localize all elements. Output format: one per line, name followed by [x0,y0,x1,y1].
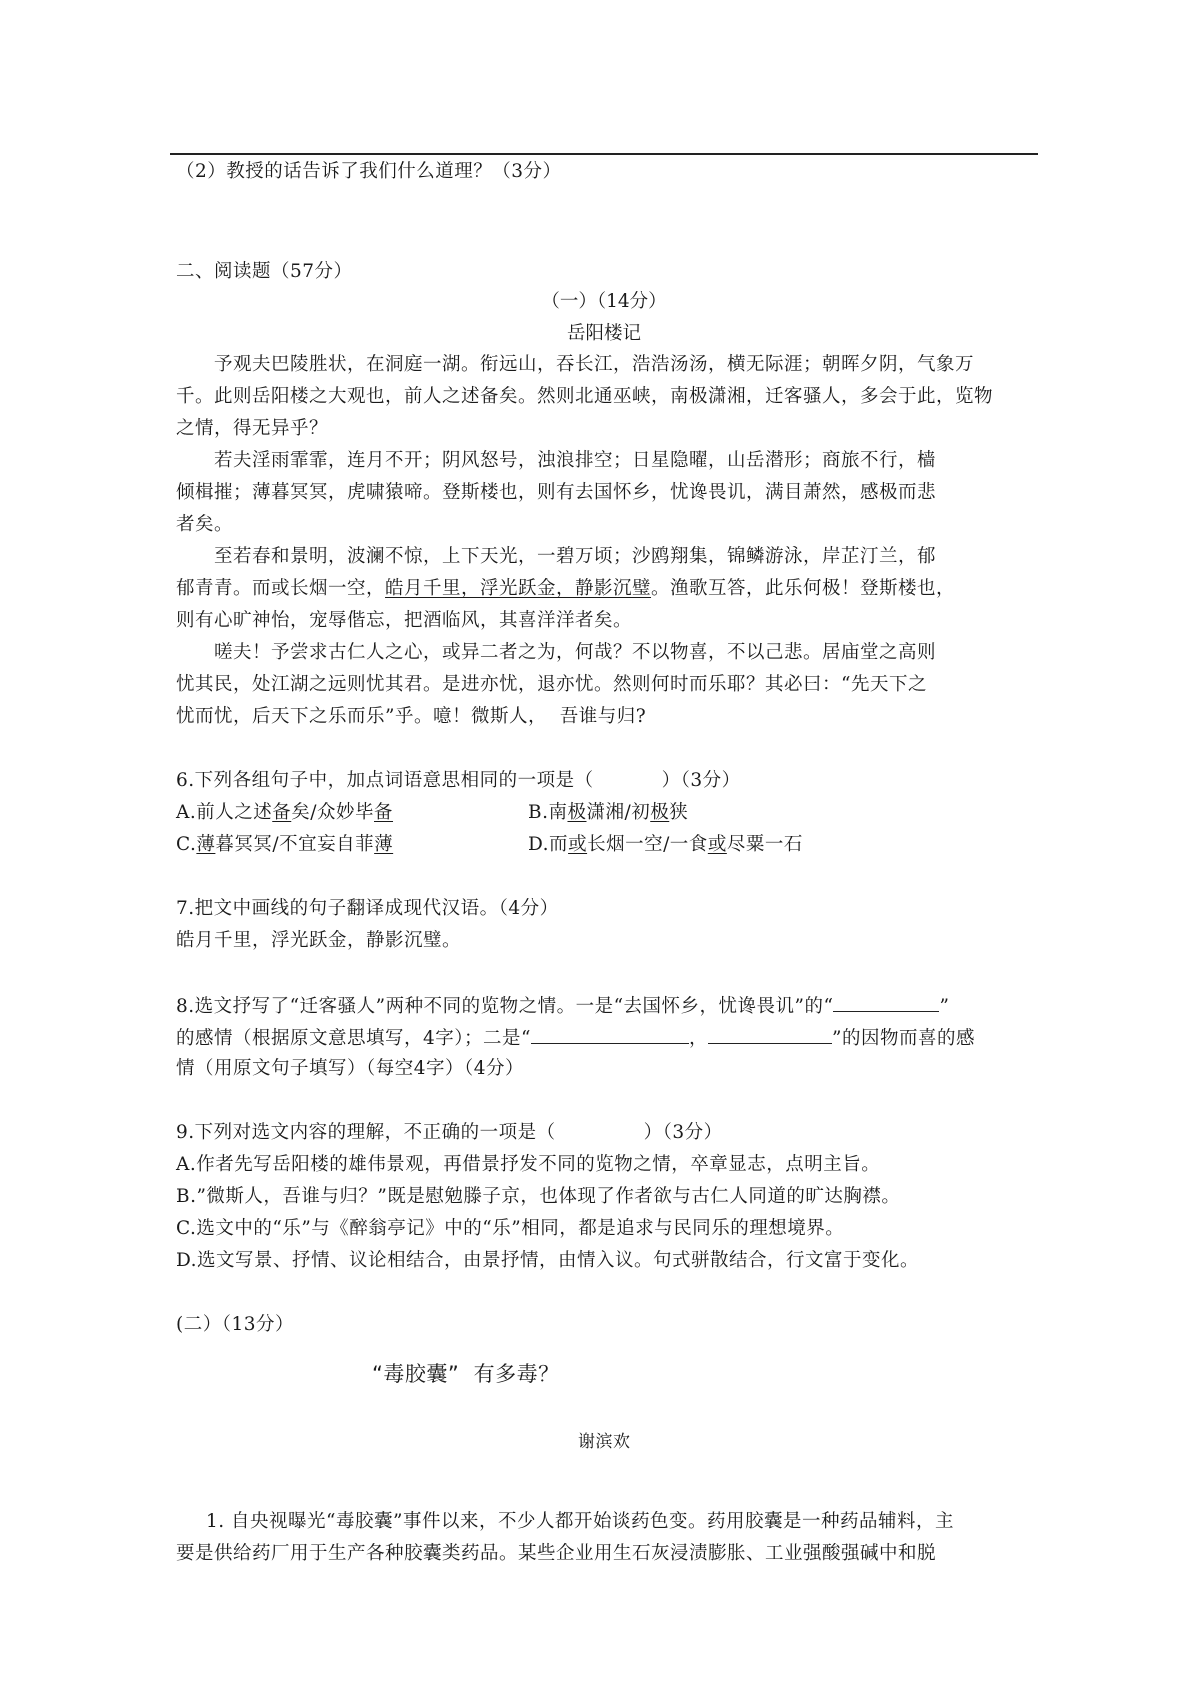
part1-heading: （一）（14分） [541,291,667,312]
q6-option-c: C.薄暮冥冥/不宜妄自菲薄 [176,834,394,855]
essay-line: 予观夫巴陵胜状，在洞庭一湖。衔远山，吞长江，浩浩汤汤，横无际涯；朝晖夕阴，气象万 [214,354,975,375]
essay-line: 倾楫摧；薄暮冥冥，虎啸猿啼。登斯楼也，则有去国怀乡，忧谗畏讥，满目萧然，感极而悲 [176,482,937,503]
essay-line: 者矣。 [176,514,234,535]
q9-option-b: B.”微斯人，吾谁与归？”既是慰勉滕子京，也体现了作者欲与古仁人同道的旷达胸襟。 [176,1186,901,1207]
answer-blank-2[interactable] [531,1025,689,1044]
q8-line: 情（用原文句子填写）（每空4字）（4分） [176,1058,525,1079]
top-divider [170,153,1038,155]
q9-option-d: D.选文写景、抒情、议论相结合，由景抒情，由情入议。句式骈散结合，行文富于变化。 [176,1250,920,1271]
underlined-sentence: 皓月千里，浮光跃金，静影沉璧 [385,578,652,599]
article-title: “毒胶囊” 有多毒？ [372,1362,560,1386]
essay-line: 嗟夫！予尝求古仁人之心，或异二者之为，何哉？不以物喜，不以己悲。居庙堂之高则 [214,642,937,663]
q7-stem: 7.把文中画线的句子翻译成现代汉语。（4分） [176,898,559,919]
question-2: （2）教授的话告诉了我们什么道理？（3分） [176,161,562,182]
answer-blank-1[interactable] [833,993,939,1012]
answer-blank-3[interactable] [708,1025,832,1044]
q7-sentence: 皓月千里，浮光跃金，静影沉璧。 [176,930,462,951]
q9-option-c: C.选文中的“乐”与《醉翁亭记》中的“乐”相同，都是追求与民同乐的理想境界。 [176,1218,845,1239]
q6-option-b: B.南极潇湘/初极狭 [528,802,689,823]
q8-line: 的感情（根据原文意思填写，4字）；二是“ ， ”的因物而喜的感 [176,1025,975,1051]
essay-line: 忧其民，处江湖之远则忧其君。是进亦忧，退亦忧。然则何时而乐耶？其必曰：“先天下之 [176,674,927,695]
essay-line: 千。此则岳阳楼之大观也，前人之述备矣。然则北通巫峡，南极潇湘，迁客骚人，多会于此，览物 [176,386,994,407]
q6-stem: 6.下列各组句子中，加点词语意思相同的一项是（ ）（3分） [176,770,741,791]
essay-line: 郁青青。而或长烟一空，皓月千里，浮光跃金，静影沉璧。渔歌互答，此乐何极！登斯楼也， [176,578,956,599]
q9-option-a: A.作者先写岳阳楼的雄伟景观，再借景抒发不同的览物之情，卒章显志，点明主旨。 [176,1154,881,1175]
article-author: 谢滨欢 [578,1432,631,1452]
essay-line: 则有心旷神怡，宠辱偕忘，把酒临风，其喜洋洋者矣。 [176,610,633,631]
q6-option-d: D.而或长烟一空/一食或尽粟一石 [528,834,803,855]
essay-line: 忧而忧，后天下之乐而乐”乎。噫！微斯人， 吾谁与归? [176,706,647,727]
part2-heading: (二）（13分） [176,1314,295,1335]
q9-stem: 9.下列对选文内容的理解，不正确的一项是（ ）（3分） [176,1122,723,1143]
article-line: 1. 自央视曝光“毒胶囊”事件以来，不少人都开始谈药色变。药用胶囊是一种药品辅料，主 [206,1511,954,1532]
essay-line: 若夫淫雨霏霏，连月不开；阴风怒号，浊浪排空；日星隐曜，山岳潜形；商旅不行，樯 [214,450,937,471]
article-line: 要是供给药厂用于生产各种胶囊类药品。某些企业用生石灰浸渍膨胀、工业强酸强碱中和脱 [176,1543,937,1564]
essay-line: 至若春和景明，波澜不惊，上下天光，一碧万顷；沙鸥翔集，锦鳞游泳，岸芷汀兰，郁 [214,546,937,567]
q6-option-a: A.前人之述备矣/众妙毕备 [176,802,394,823]
essay-title: 岳阳楼记 [566,323,641,344]
essay-line: 之情，得无异乎？ [176,418,329,439]
q8-line: 8.选文抒写了“迁客骚人”两种不同的览物之情。一是“去国怀乡，忧谗畏讥”的“ ” [176,993,949,1019]
section-heading: 二、阅读题（57分） [176,261,353,282]
